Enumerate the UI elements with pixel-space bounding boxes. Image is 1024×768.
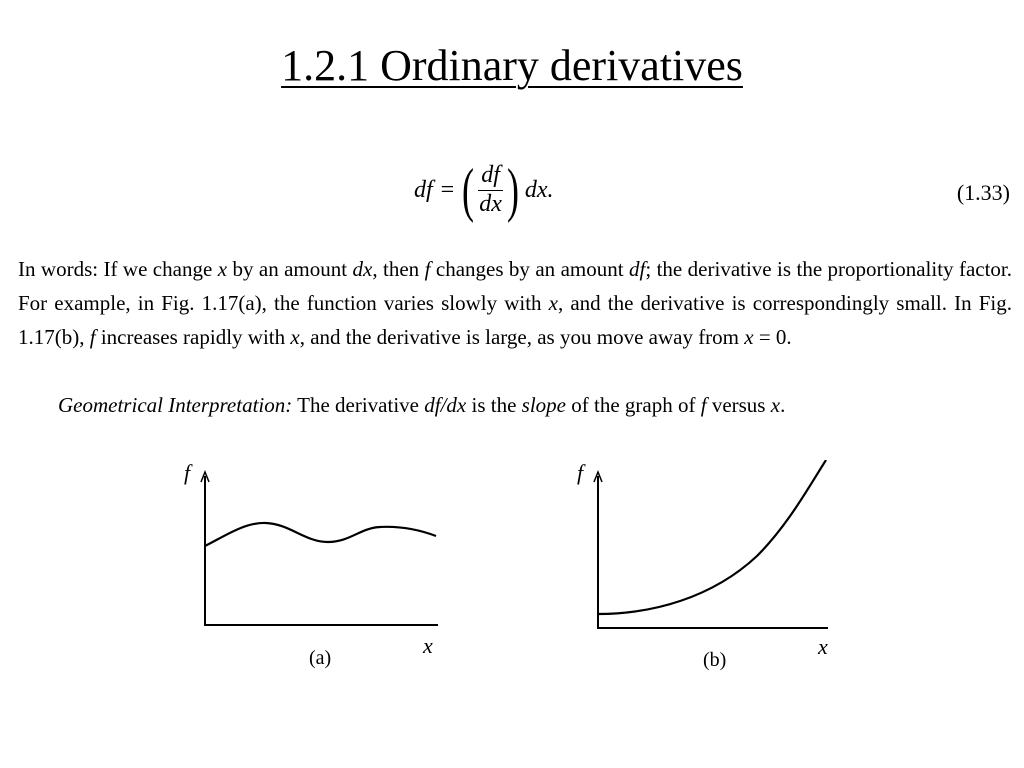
figure-a-caption: (a) [309,647,332,669]
paragraph-heading: Geometrical Interpretation: [58,393,293,417]
equation-equals: = [440,176,455,203]
math-var: x [744,325,754,349]
text-segment: ; the derivative is the proportionality factor. For example, in Fig. 1.17(a), the function varies slowly with [18,257,1013,315]
text-segment: , and the derivative is correspondingly small. In Fig. 1.17(b), [18,291,1012,349]
math-var: x [548,291,558,315]
text-segment: by an amount [227,257,353,281]
figure-a-y-axis-label: f [184,460,191,485]
paragraph-geometrical-interpretation [18,388,1012,422]
equation-1-33 [414,155,554,225]
math-var: f [700,393,707,417]
figure-b-x-axis-label: x [818,634,828,659]
slide-title: 1.2.1 Ordinary derivatives [281,41,743,90]
math-var: dx [352,257,373,281]
right-paren-glyph: ) [506,157,519,223]
text-segment: is the [466,393,522,417]
figure-b-axes [598,476,828,628]
left-paren-glyph: ( [462,157,475,223]
text-segment: = 0. [753,325,792,349]
figure-a-curve [205,523,436,546]
fraction-denominator: dx [479,190,502,217]
text-segment: increases rapidly with [95,325,291,349]
text-segment: In words: If we change [18,257,218,281]
figure-b-plot [592,460,832,632]
paragraph-in-words [18,252,1012,354]
math-var: x [770,393,781,417]
text-segment: The derivative [292,393,425,417]
math-var: df [629,257,646,281]
figure-a-x-axis-label: x [423,633,433,658]
math-var: f [89,325,96,349]
math-var: x [217,257,228,281]
math-var: df/dx [424,393,467,417]
text-segment: . [780,393,786,417]
text-segment: , and the derivative is large, as you move away from [299,325,745,349]
equation-number: (1.33) [956,180,1010,205]
emphasis-slope: slope [521,393,566,417]
text-segment: changes by an amount [430,257,629,281]
text-segment: , then [372,257,425,281]
equation-lhs: df [414,176,433,203]
derivative-fraction [476,163,505,216]
figure-b-curve [598,460,826,614]
fraction-numerator: df [478,163,503,190]
figure-a-plot [200,470,440,630]
figure-b-caption: (b) [703,649,727,671]
math-var: f [424,257,431,281]
text-segment: of the graph of [566,393,701,417]
equation-tail: dx. [524,176,554,203]
text-segment: versus [706,393,771,417]
math-var: x [290,325,300,349]
figure-a-axes [205,476,438,625]
figure-b-y-axis-label: f [577,460,584,485]
